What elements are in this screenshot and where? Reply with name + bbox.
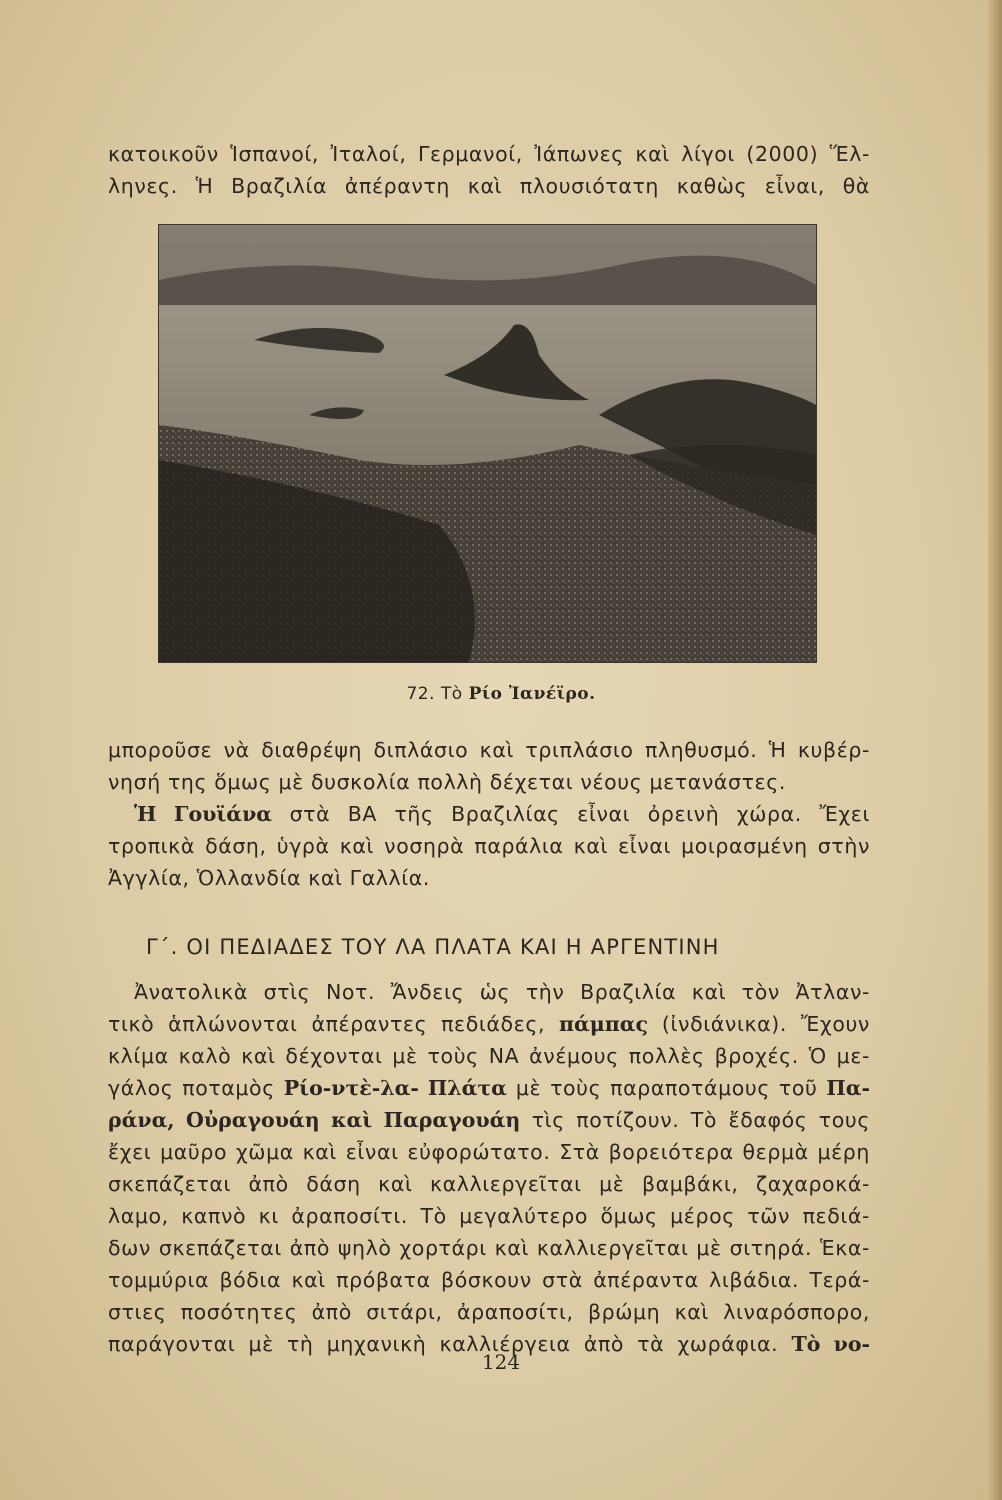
- page-number: 124: [481, 1350, 521, 1374]
- text-line: Ἀγγλία, Ὁλλανδία καὶ Γαλλία.: [108, 866, 431, 890]
- term-rivers: ράνα, Οὐραγουάη καὶ Παραγουάη: [108, 1108, 521, 1132]
- paragraph-top: [108, 138, 870, 202]
- text-line: κατοικοῦν Ἱσπανοί, Ἰταλοί, Γερμανοί, Ἰάπωνες καὶ λίγοι (2000) Ἕλ-: [108, 142, 870, 166]
- rio-de-janeiro-photo: [158, 224, 817, 663]
- text-line: ληνες. Ἡ Βραζιλία ἀπέραντη καὶ πλουσιότατη καθὼς εἶναι, θὰ: [108, 174, 870, 198]
- text-line: ἔχει μαῦρο χῶμα καὶ εἶναι εὐφορώτατο. Στὰ βορειότερα θερμὰ μέρη: [108, 1140, 870, 1164]
- text-span: τικὸ ἁπλώνονται ἀπέραντες πεδιάδες,: [108, 1012, 559, 1036]
- text-span: τὶς ποτίζουν. Τὸ ἔδαφός τους: [520, 1108, 870, 1132]
- text-line: δων σκεπάζεται ἀπὸ ψηλὸ χορτάρι καὶ καλλιεργεῖται μὲ σιτηρά. Ἑκα-: [108, 1236, 870, 1260]
- paragraph-middle: [108, 734, 870, 798]
- text-line: κλίμα καλὸ καὶ δέχονται μὲ τοὺς ΝΑ ἀνέμους πολλὲς βροχές. Ὁ με-: [108, 1044, 870, 1068]
- text-line: λαμο, καπνὸ κι ἀραποσίτι. Τὸ μεγαλύτερο ὅμως μέρος τῶν πεδιά-: [108, 1204, 870, 1228]
- photo-illustration: [159, 225, 816, 662]
- text-line: τομμύρια βόδια καὶ πρόβατα βόσκουν στὰ ἀπέραντα λιβάδια. Τερά-: [108, 1268, 870, 1292]
- page-edge: [988, 0, 1002, 1500]
- text-line: [108, 798, 870, 830]
- text-span-bold: Τὸ νο-: [791, 1332, 871, 1356]
- caption-number: 72. Τὸ: [406, 684, 469, 704]
- section-heading: Γ΄. ΟΙ ΠΕΔΙΑΔΕΣ ΤΟΥ ΛΑ ΠΛΑΤΑ ΚΑΙ Η ΑΡΓΕΝΤΙΝΗ: [146, 935, 720, 959]
- term-rio-de-la-plata: Ρίο-ντὲ-λα- Πλάτα: [283, 1076, 507, 1100]
- text-span: παράγονται μὲ τὴ μηχανικὴ καλλιέργεια ἀπὸ τὰ χωράφια.: [108, 1332, 792, 1356]
- term-guiana: Ἡ Γουϊάνα: [134, 802, 273, 826]
- paragraph-argentina: [108, 976, 870, 1360]
- term-parana-start: Πα-: [826, 1076, 870, 1100]
- text-line: [108, 1008, 870, 1040]
- text-span: μὲ τοὺς παραποτάμους τοῦ: [506, 1076, 827, 1100]
- text-line: νησή της ὅμως μὲ δυσκολία πολλὴ δέχεται νέους μετανάστες.: [108, 770, 786, 794]
- text-line: [108, 1104, 870, 1136]
- caption-title: Ρίο Ἰανέϊρο.: [468, 684, 596, 704]
- text-span: (ἰνδιάνικα). Ἔχουν: [648, 1012, 870, 1036]
- text-span: γάλος ποταμὸς: [108, 1076, 284, 1100]
- text-line: τροπικὰ δάση, ὑγρὰ καὶ νοσηρὰ παράλια καὶ εἶναι μοιρασμένη στὴν: [108, 834, 870, 858]
- text-line: στιες ποσότητες ἀπὸ σιτάρι, ἀραποσίτι, βρώμη καὶ λιναρόσπορο,: [108, 1300, 870, 1324]
- figure-caption: [0, 684, 1002, 704]
- text-span: στὰ ΒΑ τῆς Βραζιλίας εἶναι ὀρεινὴ χώρα. Ἔχει: [272, 802, 870, 826]
- text-line: Ἀνατολικὰ στὶς Νοτ. Ἄνδεις ὡς τὴν Βραζιλία καὶ τὸν Ἀτλαν-: [134, 980, 870, 1004]
- text-line: μποροῦσε νὰ διαθρέψη διπλάσιο καὶ τριπλάσιο πληθυσμό. Ἡ κυβέρ-: [108, 738, 870, 762]
- text-line: σκεπάζεται ἀπὸ δάση καὶ καλλιεργεῖται μὲ βαμβάκι, ζαχαροκά-: [108, 1172, 870, 1196]
- term-pampas: πάμπας: [558, 1012, 649, 1036]
- paragraph-guiana: [108, 798, 870, 894]
- text-line: [108, 1072, 870, 1104]
